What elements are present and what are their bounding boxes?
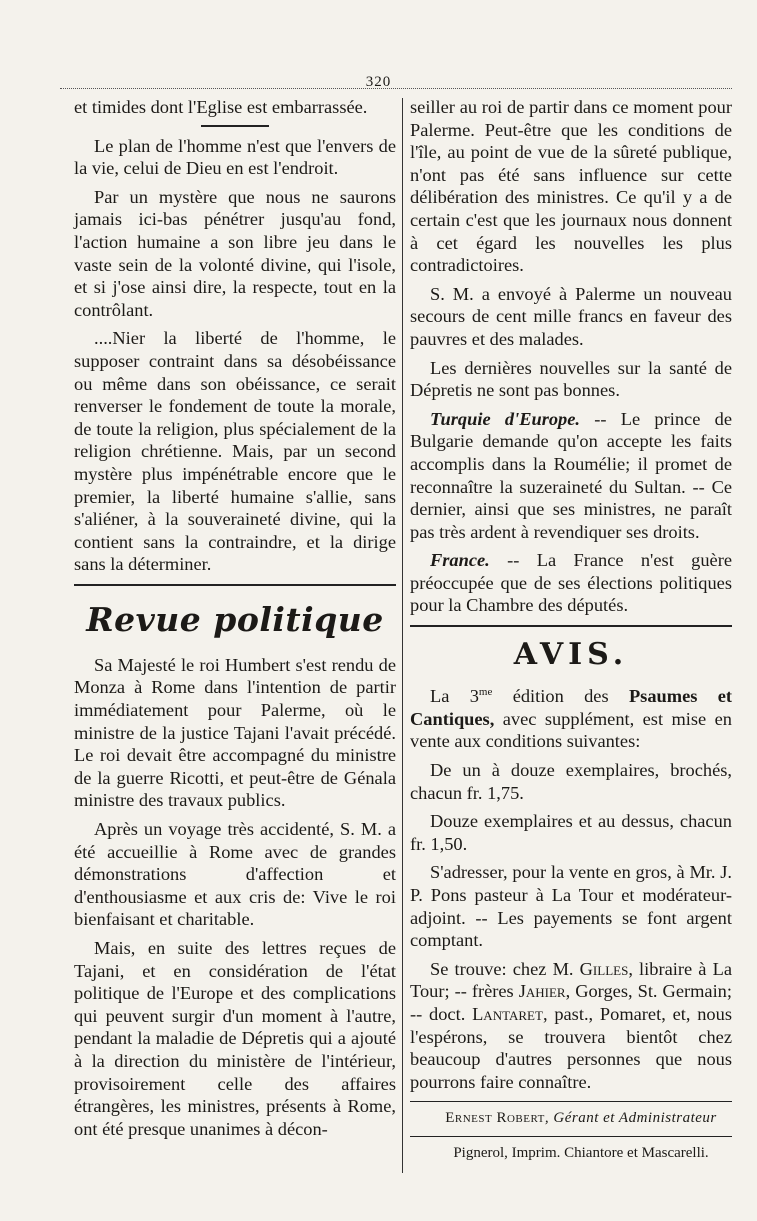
news-turquie-lead: Turquie d'Europe.: [430, 408, 580, 429]
news-turquie-text: -- Le prince de Bulgarie demande qu'on accepte les faits accomplis dans la Roumélie; il promet de reconnaître la suzeraineté du Sultan. -- Ce dernier, ainsi que ses ministres, ne paraît pas très ardent à revendiquer ses droits.: [410, 408, 732, 542]
left-paragraph-6: Après un voyage très accidenté, S. M. a été accueillie à Rome avec de grandes démonstrations d'affection et d'enthousiasme et aux cris de: Vive le roi bienfaisant et charitable.: [74, 819, 396, 930]
avis-sellers-p1: Se trouve: chez M.: [430, 958, 580, 979]
right-paragraph-1: seiller au roi de partir dans ce moment pour Palerme. Peut-être que les conditions de l'île, au point de vue de la sûreté publique, n'ont pas été sans influence sur cette délibération des ministres. Ce qu'il y a de certain c'est que les journaux nous donnent à cet égard les nouvelles les plus contradictoires.: [410, 97, 732, 276]
avis-edition-bold: Psaumes et Cantiques,: [410, 686, 732, 729]
short-separator: [201, 125, 269, 127]
avis-edition-num: 3: [469, 686, 479, 707]
avis-sellers-name1: Gilles: [579, 958, 629, 979]
avis-sellers-p4: , past., Pomaret, et, nous l'espérons, se trouvera bientôt chez beaucoup d'autres personnes que nous pourrons faire connaître.: [410, 1003, 732, 1092]
footer-separator-2: [410, 1136, 732, 1137]
news-france-lead: France.: [430, 550, 490, 571]
left-paragraph-2: Le plan de l'homme n'est que l'envers de la vie, celui de Dieu en est l'endroit.: [74, 135, 396, 179]
left-paragraph-7: Mais, en suite des lettres reçues de Tajani, et en considération de l'état politique de l'Europe et des complications qui peuvent surgir d'un moment à l'autre, pendant la maladie de Dépretis qui a ajouté à la direction du ministère de l'intérieur, provisoirement celle des affaires étrangères, les ministres, présents à Rome, ont été presque unanimes à décon-: [74, 938, 396, 1139]
avis-edition-post: avec supplément, est mise en vente aux conditions suivantes:: [410, 708, 732, 752]
avis-line-1: De un à douze exemplaires, brochés, chacun fr. 1,75.: [410, 759, 732, 803]
news-france: [410, 549, 732, 617]
header-rule: [60, 88, 732, 89]
page-number: 320: [365, 74, 392, 90]
signature: [410, 1108, 732, 1128]
news-france-text: -- La France n'est guère préoccupée que de ses élections politiques pour la Chambre des députés.: [410, 550, 732, 616]
left-paragraph-5: Sa Majesté le roi Humbert s'est rendu de Monza à Rome dans l'intention de partir immédiatement pour Palerme, où le ministre de la justice Tajani l'avait précédé. Le roi devait être accompagné du ministre de la guerre Ricotti, et peut-être de Génala ministre des travaux publics.: [74, 654, 396, 811]
right-column: [410, 96, 732, 1163]
left-paragraph-1: et timides dont l'Eglise est embarrassée.: [74, 97, 368, 117]
signature-role: , Gérant et Administrateur: [544, 1110, 717, 1127]
left-paragraph-4: ....Nier la liberté de l'homme, le supposer contraint dans sa désobéissance ou même dans son obéissance, ce serait renverser le fondement de toute la morale, de toute la religion, plus spécialement de la religion chrétienne. Mais, par un second mystère plus impénétrable encore que le premier, la liberté humaine s'allie, sans s'aliéner, à la souveraineté divine, qui la contient sans la contraindre, et la dirige sans la déterminer.: [74, 328, 396, 575]
news-turquie: [410, 408, 732, 544]
section-title-revue-politique: Revue politique: [86, 599, 384, 639]
left-column: [74, 96, 396, 1140]
right-paragraph-3: Les dernières nouvelles sur la santé de Dépretis ne sont pas bonnes.: [410, 357, 732, 401]
avis-edition-pre: La: [430, 686, 470, 707]
footer-separator: [410, 1101, 732, 1102]
avis-separator: [410, 625, 732, 627]
avis-title: AVIS.: [513, 637, 629, 673]
left-paragraph-3: Par un mystère que nous ne saurons jamais ici-bas pénétrer jusqu'au fond, l'action humaine a son libre jeu dans le vaste sein de la volonté divine, qui l'isole, et si j'ose ainsi dire, la respecte, tout en la contrôlant.: [74, 186, 396, 320]
avis-line-3: S'adresser, pour la vente en gros, à Mr. J. P. Pons pasteur à La Tour et modérateur-adjoint. -- Les payements se font argent comptant.: [410, 862, 732, 951]
column-divider: [402, 98, 403, 1173]
avis-edition: [410, 681, 732, 753]
avis-edition-mid: édition des: [492, 686, 629, 707]
avis-edition-sup: me: [478, 686, 493, 699]
avis-sellers-p2: , libraire à La Tour; -- frères: [410, 958, 732, 1002]
avis-line-2: Douze exemplaires et au dessus, chacun fr. 1,50.: [410, 811, 732, 854]
avis-sellers-p3: , Gorges, St. Germain; -- doct.: [410, 981, 732, 1024]
avis-sellers-name2: Jahier: [518, 981, 566, 1002]
printer-line: Pignerol, Imprim. Chiantore et Mascarelli.: [453, 1145, 709, 1162]
right-paragraph-2: S. M. a envoyé à Palerme un nouveau secours de cent mille francs en faveur des pauvres et des malades.: [410, 283, 732, 349]
avis-sellers: [410, 958, 732, 1094]
section-separator: [74, 584, 396, 586]
signature-name: Ernest Robert: [445, 1110, 545, 1127]
avis-sellers-name3: Lantaret: [472, 1003, 543, 1024]
